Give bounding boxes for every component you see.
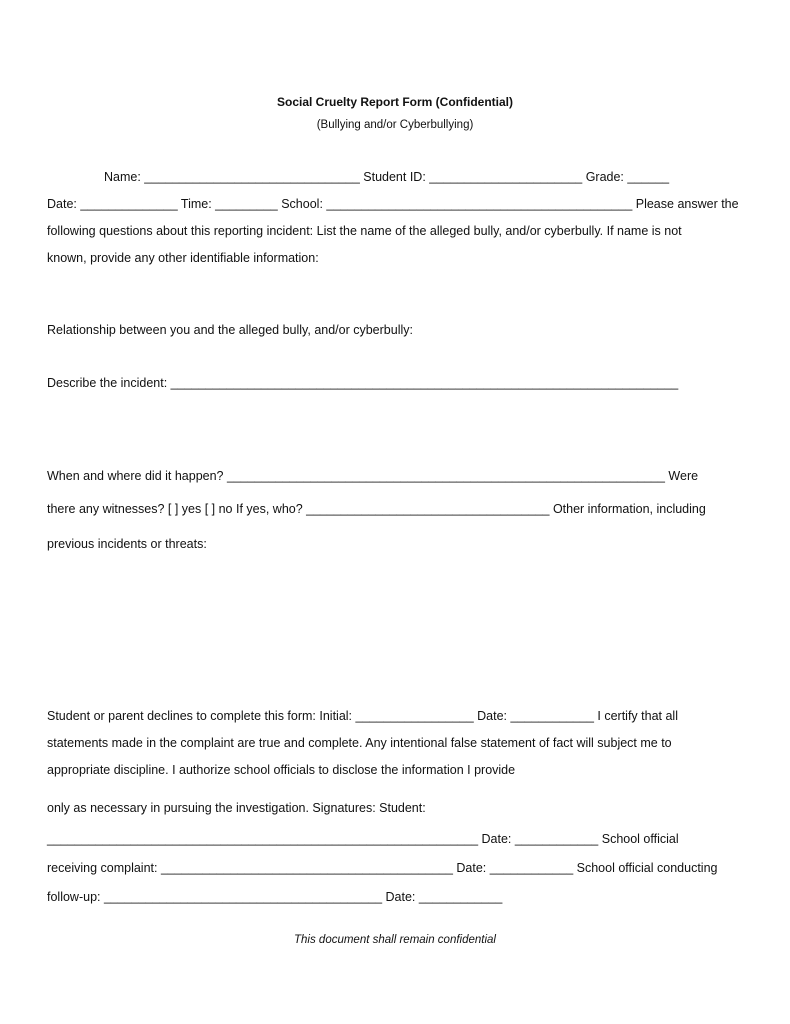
name-student-id-grade-line[interactable]: Name: _______________________________ Student ID: ______________________ Grade: ______ <box>104 170 670 184</box>
signatures-label-line: only as necessary in pursuing the investigation. Signatures: Student: <box>47 801 426 815</box>
certification-line-1: statements made in the complaint are true and complete. Any intentional false statement of fact will subject me to <box>47 736 672 750</box>
instructions-line-2: known, provide any other identifiable information: <box>47 251 319 265</box>
when-where-line[interactable]: When and where did it happen? _______________________________________________________________ Were <box>47 469 699 483</box>
witnesses-line[interactable]: there any witnesses? [ ] yes [ ] no If yes, who? ___________________________________ Other information, including <box>47 502 706 516</box>
declines-initial-line[interactable]: Student or parent declines to complete this form: Initial: _________________ Date: ____________ I certify that all <box>47 709 678 723</box>
instructions-line-1: following questions about this reporting incident: List the name of the alleged bully, and/or cyberbully. If name is not <box>47 224 682 238</box>
relationship-prompt: Relationship between you and the alleged bully, and/or cyberbully: <box>47 323 413 337</box>
date-time-school-line[interactable]: Date: ______________ Time: _________ School: ____________________________________________ Please answer the <box>47 197 739 211</box>
receiving-official-line[interactable]: receiving complaint: __________________________________________ Date: ____________ School official conducting <box>47 861 718 875</box>
certification-line-2: appropriate discipline. I authorize school officials to disclose the information I provide <box>47 763 516 777</box>
describe-incident-line[interactable]: Describe the incident: _________________________________________________________________________ <box>47 376 679 390</box>
form-title: Social Cruelty Report Form (Confidential) <box>276 95 513 109</box>
form-subtitle: (Bullying and/or Cyberbullying) <box>316 119 474 131</box>
confidential-footer: This document shall remain confidential <box>294 934 496 946</box>
previous-incidents-prompt: previous incidents or threats: <box>47 537 207 551</box>
student-signature-line[interactable]: ______________________________________________________________ Date: ____________ School official <box>47 832 679 846</box>
follow-up-official-line[interactable]: follow-up: ________________________________________ Date: ____________ <box>47 890 503 904</box>
